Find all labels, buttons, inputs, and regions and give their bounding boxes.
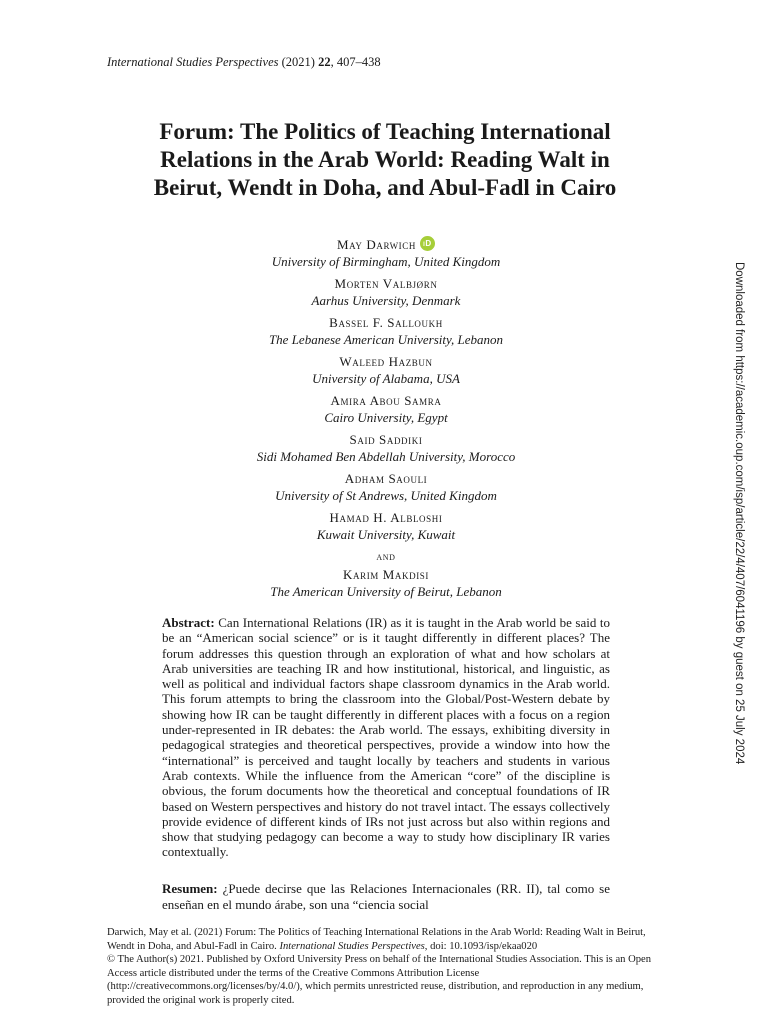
- author-entry: [180, 275, 592, 309]
- author-affiliation: Sidi Mohamed Ben Abdellah University, Morocco: [256, 449, 516, 464]
- author-name: Karim Makdisi: [343, 567, 429, 582]
- article-title: [100, 118, 670, 202]
- author-affiliation: The Lebanese American University, Lebanon: [268, 332, 504, 347]
- author-name: Said Saddiki: [349, 432, 423, 447]
- author-entry: [180, 566, 592, 600]
- author-affiliation: University of St Andrews, United Kingdom: [275, 488, 497, 503]
- author-affiliation: Kuwait University, Kuwait: [316, 527, 456, 542]
- author-entry: [180, 431, 592, 465]
- copyright-notice: © The Author(s) 2021. Published by Oxford University Press on behalf of the International Studies Association. This is an Open Access article distributed under the terms of the Creative Commons Attribution License (http://creativecommons.org/licenses/by/4.0/), which permits unrestricted reuse, distribution, and reproduction in any medium, provided the original work is properly cited.: [107, 954, 652, 1006]
- download-watermark: Downloaded from https://academic.oup.com/isp/article/22/4/407/6041196 by guest on 25 July 2024: [733, 262, 745, 765]
- journal-year: (2021): [281, 55, 315, 69]
- author-name: Adham Saouli: [344, 471, 428, 486]
- author-affiliation: Aarhus University, Denmark: [311, 293, 461, 308]
- title-line: Forum: The Politics of Teaching International: [159, 119, 611, 144]
- journal-pages: , 407–438: [330, 55, 381, 69]
- author-entry: [180, 509, 592, 543]
- author-name: Waleed Hazbun: [339, 354, 433, 369]
- title-line: Relations in the Arab World: Reading Walt in: [160, 147, 610, 172]
- abstract: [162, 615, 610, 860]
- citation: Darwich, May et al. (2021) Forum: The Politics of Teaching International Relations in the Arab World: Reading Walt in Beirut, Wendt in Doha, and Abul-Fadl in Cairo. International Studies Perspectives, doi: 10.1093/isp/ekaa020: [107, 927, 646, 952]
- author-name: May Darwich: [337, 237, 416, 252]
- author-entry: [180, 470, 592, 504]
- citation-journal: International Studies Perspectives: [279, 940, 425, 952]
- author-name: Bassel F. Salloukh: [329, 315, 443, 330]
- orcid-icon[interactable]: iD: [420, 236, 435, 251]
- author-name: Hamad H. Albloshi: [329, 510, 443, 525]
- author-list: [180, 236, 592, 605]
- resumen: [162, 881, 610, 913]
- resumen-text: ¿Puede decirse que las Relaciones Internacionales (RR. II), tal como se enseñan en el mundo árabe, son una “ciencia social: [162, 881, 610, 912]
- title-line: Beirut, Wendt in Doha, and Abul-Fadl in Cairo: [153, 175, 617, 200]
- author-name: Amira Abou Samra: [330, 393, 442, 408]
- author-affiliation: University of Birmingham, United Kingdom: [271, 254, 501, 269]
- author-entry: [180, 392, 592, 426]
- author-affiliation: The American University of Beirut, Lebanon: [270, 584, 502, 599]
- resumen-label: Resumen:: [162, 881, 218, 896]
- journal-header: [107, 55, 381, 70]
- author-entry: [180, 353, 592, 387]
- author-entry: [180, 236, 592, 270]
- journal-volume: 22: [318, 55, 331, 69]
- citation-doi: , doi: 10.1093/isp/ekaa020: [424, 940, 538, 952]
- author-entry: [180, 314, 592, 348]
- journal-title: International Studies Perspectives: [107, 55, 279, 69]
- abstract-label: Abstract:: [162, 615, 215, 630]
- author-affiliation: Cairo University, Egypt: [324, 410, 448, 425]
- abstract-text: Can International Relations (IR) as it is taught in the Arab world be said to be an “American social science” or is it taught differently in different places? The forum addresses this question through an exploration of what and how scholars at Arab universities are teaching IR and how institutional, historical, and linguistic, as well as political and individual factors shape classroom dynamics in the Arab world. This forum attempts to bring the classroom into the Global/Post-Western debate by showing how IR can be taught differently in different places with a focus on a region under-represented in IR debates: the Arab world. The essays, exhibiting diversity in pedagogical strategies and theoretical perspectives, provide a window into how the “international” is perceived and taught locally by teachers and students in various Arab contexts. While the influence from the American “core” of the discipline is obvious, the forum documents how the theoretical and conceptual foundations of IR based on Western perspectives and history do not travel intact. The essays collectively provide evidence of different kinds of IRs not just across but also within regions and show that studying pedagogy can become a way to study how disciplinary IR varies contextually.: [162, 615, 610, 860]
- author-name: Morten Valbjørn: [334, 276, 438, 291]
- footer-notes: [107, 926, 663, 1008]
- and-separator: and: [376, 549, 396, 563]
- author-affiliation: University of Alabama, USA: [312, 371, 460, 386]
